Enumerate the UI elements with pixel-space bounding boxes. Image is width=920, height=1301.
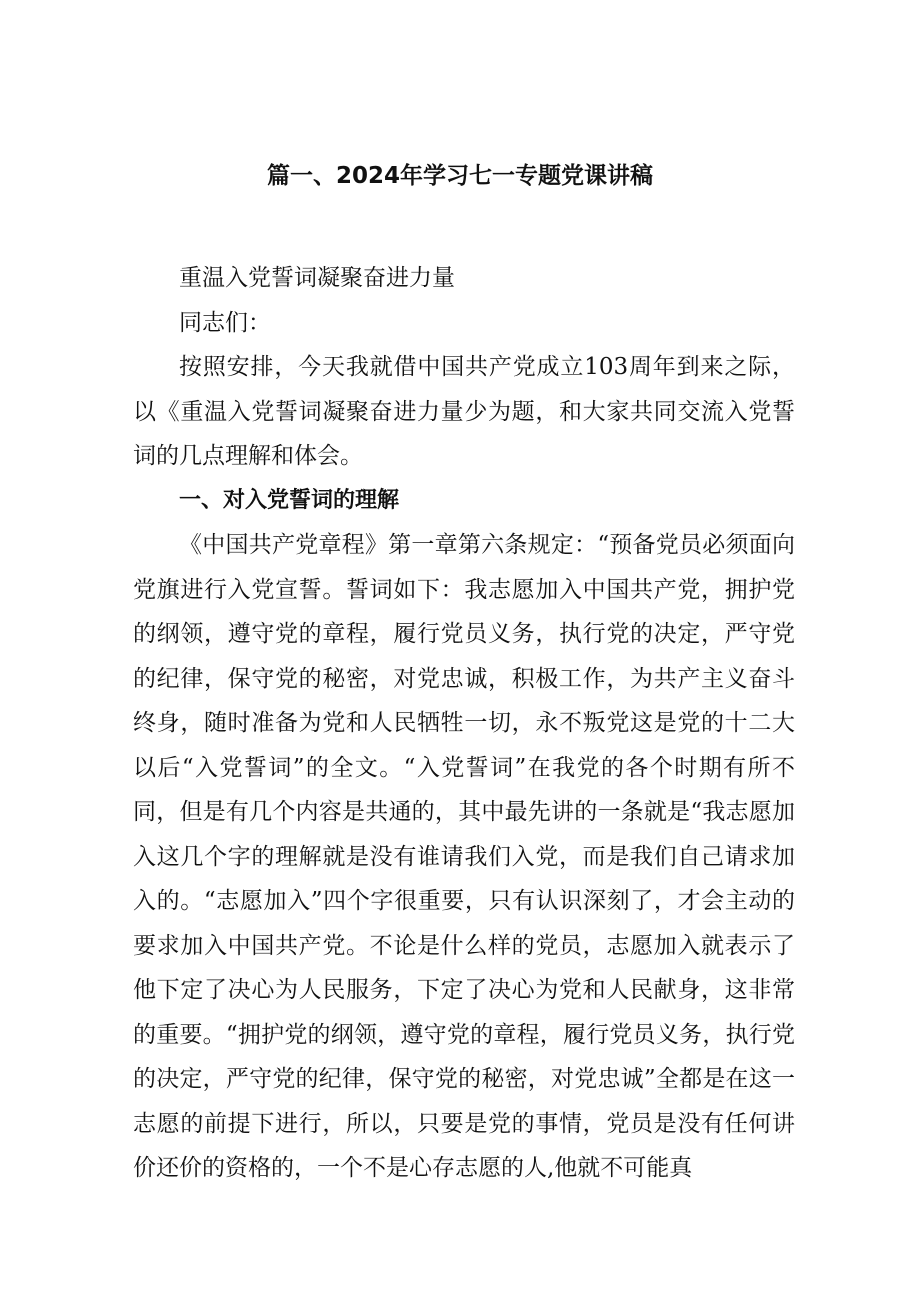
- intro-paragraph: 按照安排，今天我就借中国共产党成立103周年到来之际，以《重温入党誓词凝聚奋进力量少为题，和大家共同交流入党誓词的几点理解和体会。: [133, 354, 795, 469]
- document-body: [133, 256, 795, 1191]
- speech-subtitle: 重温入党誓词凝聚奋进力量: [179, 265, 455, 291]
- document-title: 篇一、2024年学习七一专题党课讲稿: [266, 163, 653, 189]
- section-paragraph: 《中国共产党章程》第一章第六条规定：“预备党员必须面向党旗进行入党宣誓。誓词如下：我志愿加入中国共产党，拥护党的纲领，遵守党的章程，履行党员义务，执行党的决定，严守党的纪律，保守党的秘密，对党忠诚，积极工作，为共产主义奋斗终身，随时准备为党和人民牺牲一切，永不叛党这是党的十二大以后“入党誓词”的全文。“入党誓词”在我党的各个时期有所不同，但是有几个内容是共通的，其中最先讲的一条就是“我志愿加入这几个字的理解就是没有谁请我们入党，而是我们自己请求加入的。“志愿加入”四个字很重要，只有认识深刻了，才会主动的要求加入中国共产党。不论是什么样的党员，志愿加入就表示了他下定了决心为人民服务，下定了决心为党和人民献身，这非常的重要。“拥护党的纲领，遵守党的章程，履行党员义务，执行党的决定，严守党的纪律，保守党的秘密，对党忠诚”全都是在这一志愿的前提下进行，所以，只要是党的事情，党员是没有任何讲价还价的资格的，一个不是心存志愿的人,他就不可能真: [133, 532, 795, 1181]
- section-heading: 一、对入党誓词的理解: [179, 487, 400, 513]
- salutation: 同志们：: [179, 309, 271, 336]
